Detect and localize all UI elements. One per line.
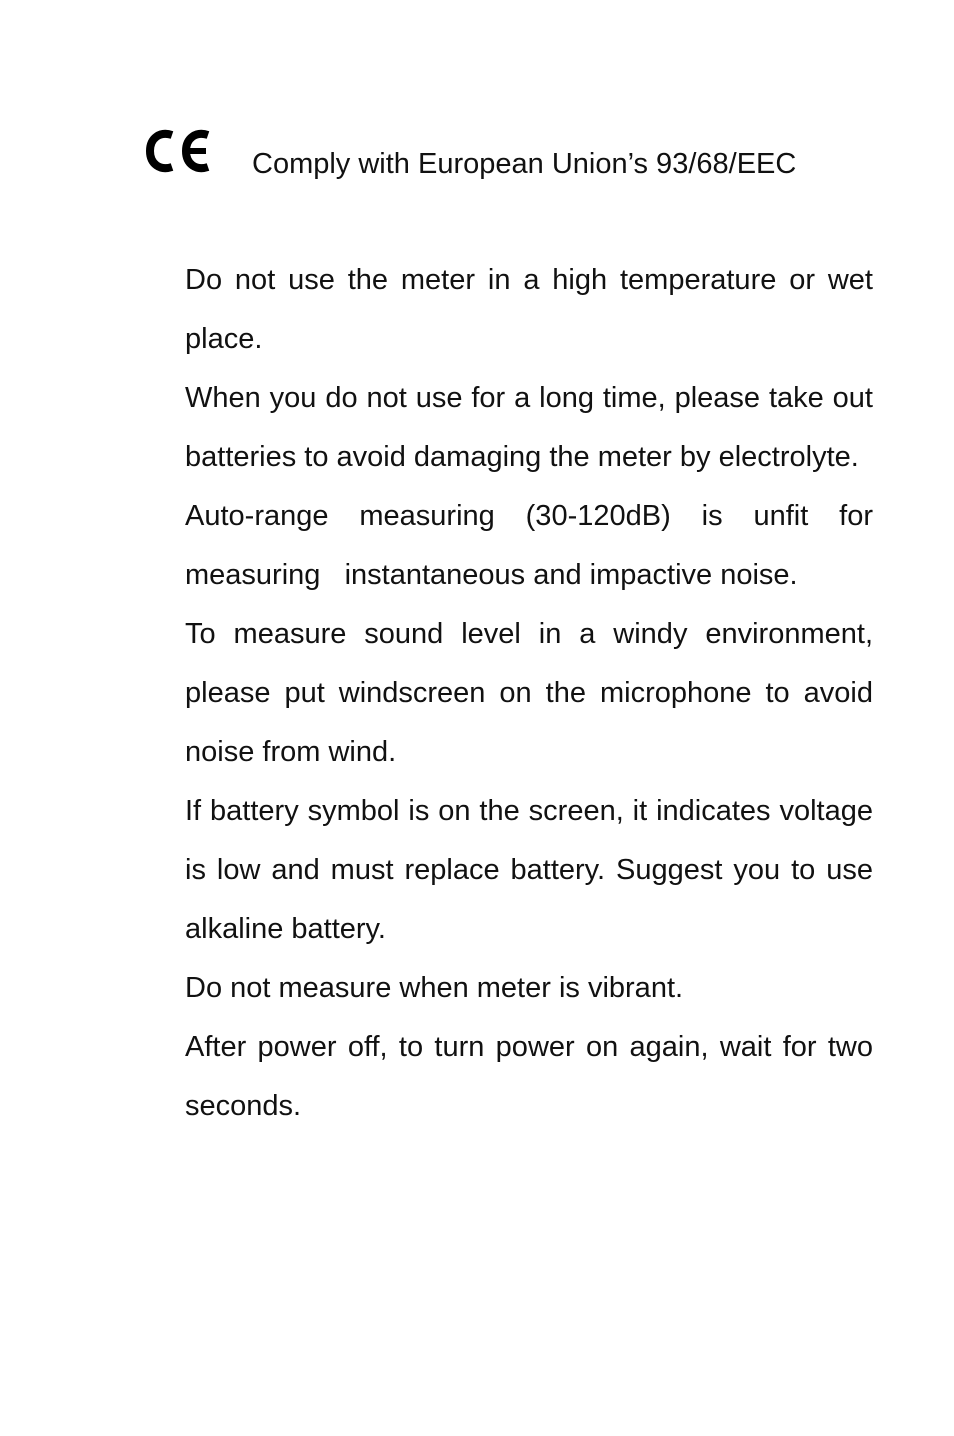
compliance-text: Comply with European Union’s 93/68/EEC (252, 148, 797, 180)
precautions-list (185, 251, 873, 1136)
list-item: Do not measure when meter is vibrant. (185, 972, 684, 1004)
compliance-statement (146, 128, 886, 188)
list-item: Do not use the meter in a high temperature or wet place. (185, 264, 873, 355)
ce-mark-icon (146, 128, 214, 176)
list-item: If battery symbol is on the screen, it indicates voltage is low and must replace battery. Suggest you to use alkaline battery. (185, 795, 873, 945)
list-item: After power off, to turn power on again, wait for two seconds. (185, 1031, 873, 1122)
list-item: When you do not use for a long time, please take out batteries to avoid damaging the meter by electrolyte. (185, 382, 873, 473)
list-item: To measure sound level in a windy environment, please put windscreen on the microphone to avoid noise from wind. (185, 618, 873, 768)
list-item: Auto-range measuring (30-120dB) is unfit for measuring instantaneous and impactive noise. (185, 500, 873, 591)
